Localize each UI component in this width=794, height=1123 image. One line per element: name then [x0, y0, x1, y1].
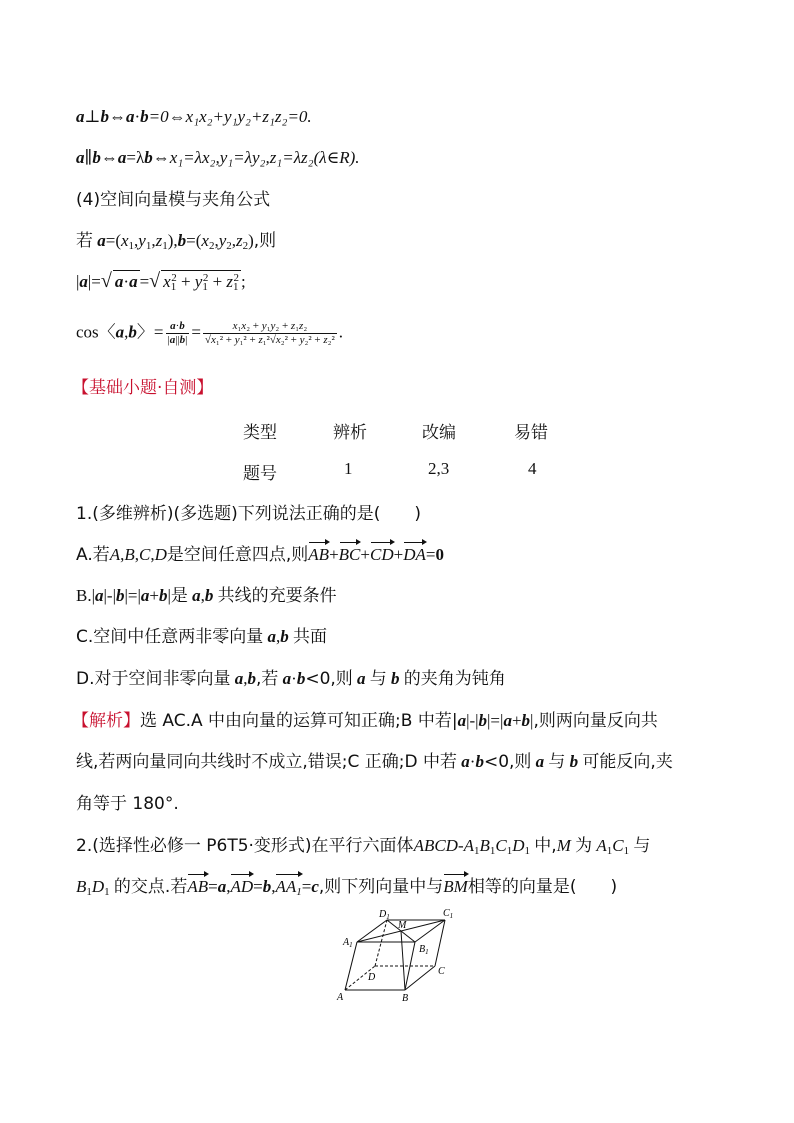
- figure-label-c: C: [438, 966, 445, 977]
- table-header-error-prone: 易错: [514, 423, 548, 443]
- question-1-option-c: C.空间中任意两非零向量 a,b 共面: [76, 627, 328, 647]
- given-then: ,则: [253, 231, 277, 251]
- analysis-line-3: 角等于 180°.: [76, 794, 179, 814]
- figure-label-d: D: [368, 972, 376, 983]
- table-cell-2: 2,3: [428, 459, 450, 478]
- figure-label-b1: $B_1$: [419, 944, 429, 956]
- figure-label-c1: $C_1$: [443, 908, 454, 920]
- formula-modulus: |a|=√ a·a =√ $x_1^2 + y_1^2 + z_1^2$ ;: [76, 270, 246, 293]
- figure-label-m: M: [398, 920, 407, 931]
- question-1-stem: 1.(多维辨析)(多选题)下列说法正确的是( ): [76, 504, 422, 524]
- figure-label-a1: $A_1$: [343, 937, 353, 949]
- question-2-line-2: $B_1D_1$ 的交点.若$AB=a,AD=b,AA_1=c$,则下列向量中与BM相等的向量是( ): [76, 877, 618, 898]
- type-table: [0, 418, 794, 488]
- figure-label-d1: $D_1$: [379, 909, 390, 921]
- figure-label-b: B: [402, 993, 409, 1004]
- given-vectors: 若 $a=(x_1,y_1,z_1),b=(x_2,y_2,z_2)$,则: [76, 231, 277, 252]
- formula-cos: cos〈a,b〉= $\frac{a\cdot b}{|a||b|}$ = $\frac{\text{x₁x₂ + y₁y₂ + z₁z₂}}{\text{√x₁² + y₁² + z₁²√x₂² + y₂² + z₂²}}$ .: [76, 320, 344, 346]
- question-1-option-b: B.|a|-|b|=|a+b|是 a,b 共线的充要条件: [76, 586, 337, 606]
- section-title: (4)空间向量模与夹角公式: [76, 190, 271, 210]
- formula-parallel: a∥b⇔a=λb⇔x₁=λx₂,y₁=λy₂,z₁=λz₂(λ∈R).: [76, 148, 360, 167]
- table-header-adapted: 改编: [422, 423, 456, 443]
- analysis-line-1: 【解析】选 AC.A 中由向量的运算可知正确;B 中若|a|-|b|=|a+b|,则两向量反向共: [72, 711, 658, 731]
- formula-perpendicular: a⊥b⇔a·b=0⇔x₁x₂+y₁y₂+z₁z₂=0.: [76, 107, 312, 126]
- perp-tail: =0⇔x₁x₂+y₁y₂+z₁z₂=0.: [148, 107, 312, 126]
- table-cell-3: 4: [528, 459, 537, 478]
- table-row-label: 题号: [243, 464, 277, 484]
- table-header-type: 类型: [243, 423, 277, 443]
- table-header-analysis: 辨析: [333, 423, 367, 443]
- cos-label: cos: [76, 322, 99, 342]
- self-test-heading: 【基础小题·自测】: [72, 378, 214, 398]
- parallel-tail: x₁=λx₂,y₁=λy₂,z₁=λz₂(λ∈R).: [169, 148, 360, 167]
- parallelepiped-figure: [335, 908, 465, 1008]
- given-ruo: 若: [76, 231, 93, 251]
- analysis-label: 【解析】: [72, 711, 140, 731]
- question-1-option-d: D.对于空间非零向量 a,b,若 a·b<0,则 a 与 b 的夹角为钝角: [76, 669, 506, 689]
- figure-label-a: A: [337, 992, 344, 1003]
- analysis-line-2: 线,若两向量同向共线时不成立,错误;C 正确;D 中若 a·b<0,则 a 与 b 可能反向,夹: [76, 752, 673, 772]
- question-2-line-1: 2.(选择性必修一 P6T5·变形式)在平行六面体ABCD-$A_1B_1C_1D_1$ 中,M 为 $A_1C_1$ 与: [76, 836, 651, 857]
- table-cell-1: 1: [344, 459, 353, 478]
- question-1-option-a: A.若A,B,C,D是空间任意四点,则AB+BC+CD+DA=0: [76, 545, 444, 565]
